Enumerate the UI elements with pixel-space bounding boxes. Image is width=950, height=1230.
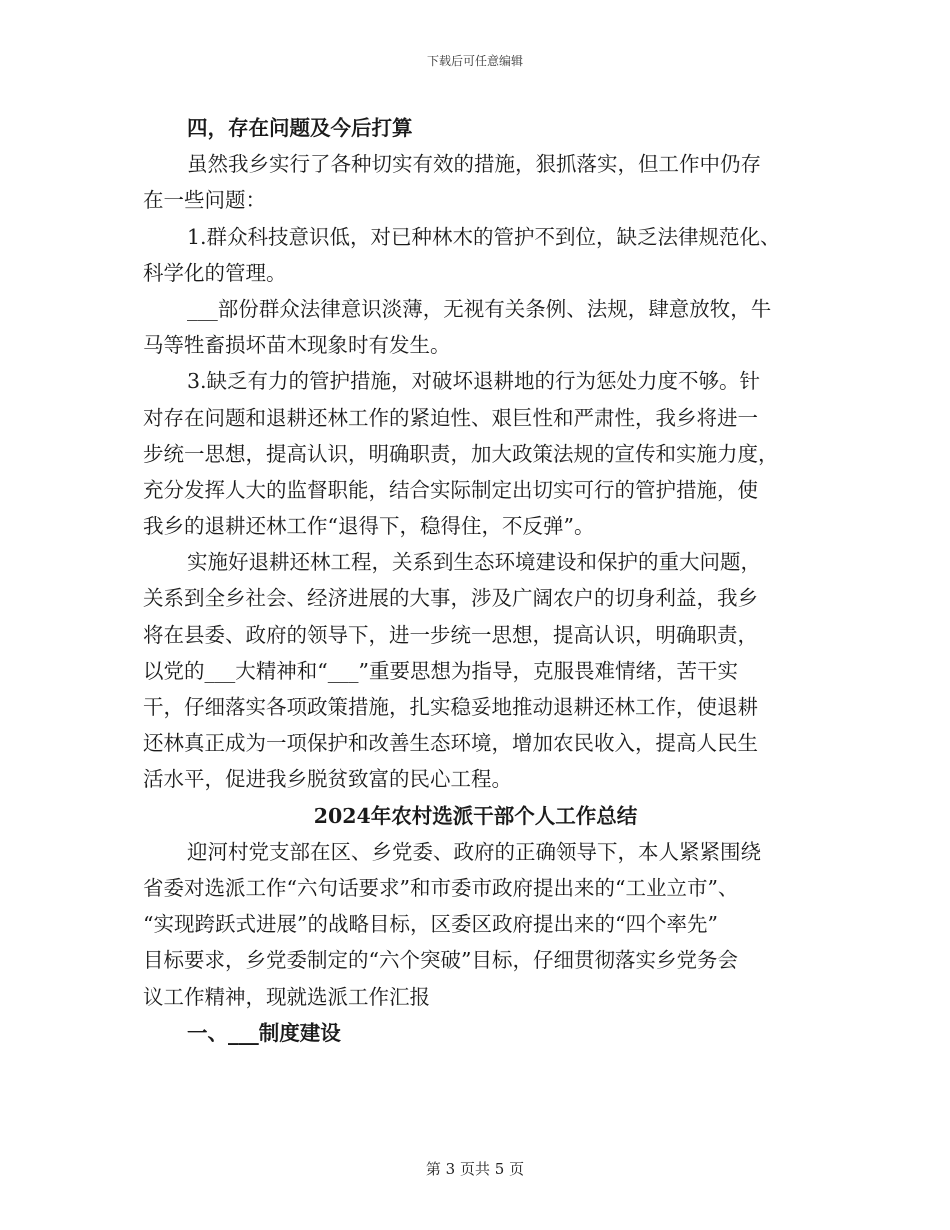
section-heading: 四，存在问题及今后打算	[187, 116, 413, 140]
paragraph-line: 将在县委、政府的领导下，进一步统一思想，提高认识，明确职责，	[143, 622, 758, 647]
page-number: 第 3 页共 5 页	[425, 1160, 525, 1178]
paragraph-line: 我乡的退耕还林工作“退得下，稳得住，不反弹”。	[143, 514, 595, 539]
paragraph-line: “实现跨跃式进展”的战略目标，区委区政府提出来的“四个率先”	[143, 912, 718, 937]
paragraph-line: 关系到全乡社会、经济进展的大事，涉及广阔农户的切身利益，我乡	[143, 586, 758, 611]
paragraph-line: ___部份群众法律意识淡薄，无视有关条例、法规，肆意放牧，牛	[187, 296, 772, 321]
paragraph-line: 马等牲畜损坏苗木现象时有发生。	[143, 333, 451, 358]
paragraph-line: 目标要求，乡党委制定的“六个突破”目标，仔细贯彻落实乡党务会	[143, 948, 738, 973]
paragraph-line: 在一些问题：	[143, 188, 266, 213]
paragraph-line: 充分发挥人大的监督职能，结合实际制定出切实可行的管护措施，使	[143, 477, 758, 502]
article-title: 2024年农村选派干部个人工作总结	[313, 803, 638, 828]
paragraph-line: 虽然我乡实行了各种切实有效的措施，狠抓落实，但工作中仍存	[187, 152, 761, 177]
header-note: 下载后可任意编辑	[426, 54, 523, 68]
paragraph-line: 以党的___大精神和“___”重要思想为指导，克服畏难情绪，苦干实	[143, 658, 738, 683]
paragraph-line: 实施好退耕还林工程，关系到生态环境建设和保护的重大问题，	[187, 550, 761, 575]
paragraph-line: 干，仔细落实各项政策措施，扎实稳妥地推动退耕还林工作，使退耕	[143, 695, 758, 719]
paragraph-line: 省委对选派工作“六句话要求”和市委市政府提出来的“工业立市”、	[143, 875, 739, 900]
paragraph-line: 议工作精神，现就选派工作汇报	[143, 984, 430, 1009]
paragraph-line: 还林真正成为一项保护和改善生态环境，增加农民收入，提高人民生	[143, 731, 758, 756]
paragraph-line: 科学化的管理。	[143, 260, 287, 285]
paragraph-line: 步统一思想，提高认识，明确职责，加大政策法规的宣传和实施力度，	[143, 441, 779, 466]
paragraph-line: 迎河村党支部在区、乡党委、政府的正确领导下，本人紧紧围绕	[187, 839, 761, 864]
paragraph-line: 3.缺乏有力的管护措施，对破坏退耕地的行为惩处力度不够。针	[187, 369, 761, 394]
document-body	[143, 110, 808, 1051]
section-heading: 一、___制度建设	[187, 1020, 341, 1045]
paragraph-line: 对存在问题和退耕还林工作的紧迫性、艰巨性和严肃性，我乡将进一	[143, 405, 758, 430]
paragraph-line: 活水平，促进我乡脱贫致富的民心工程。	[143, 767, 512, 792]
paragraph-line: 1.群众科技意识低，对已种林木的管护不到位，缺乏法律规范化、	[187, 224, 781, 249]
